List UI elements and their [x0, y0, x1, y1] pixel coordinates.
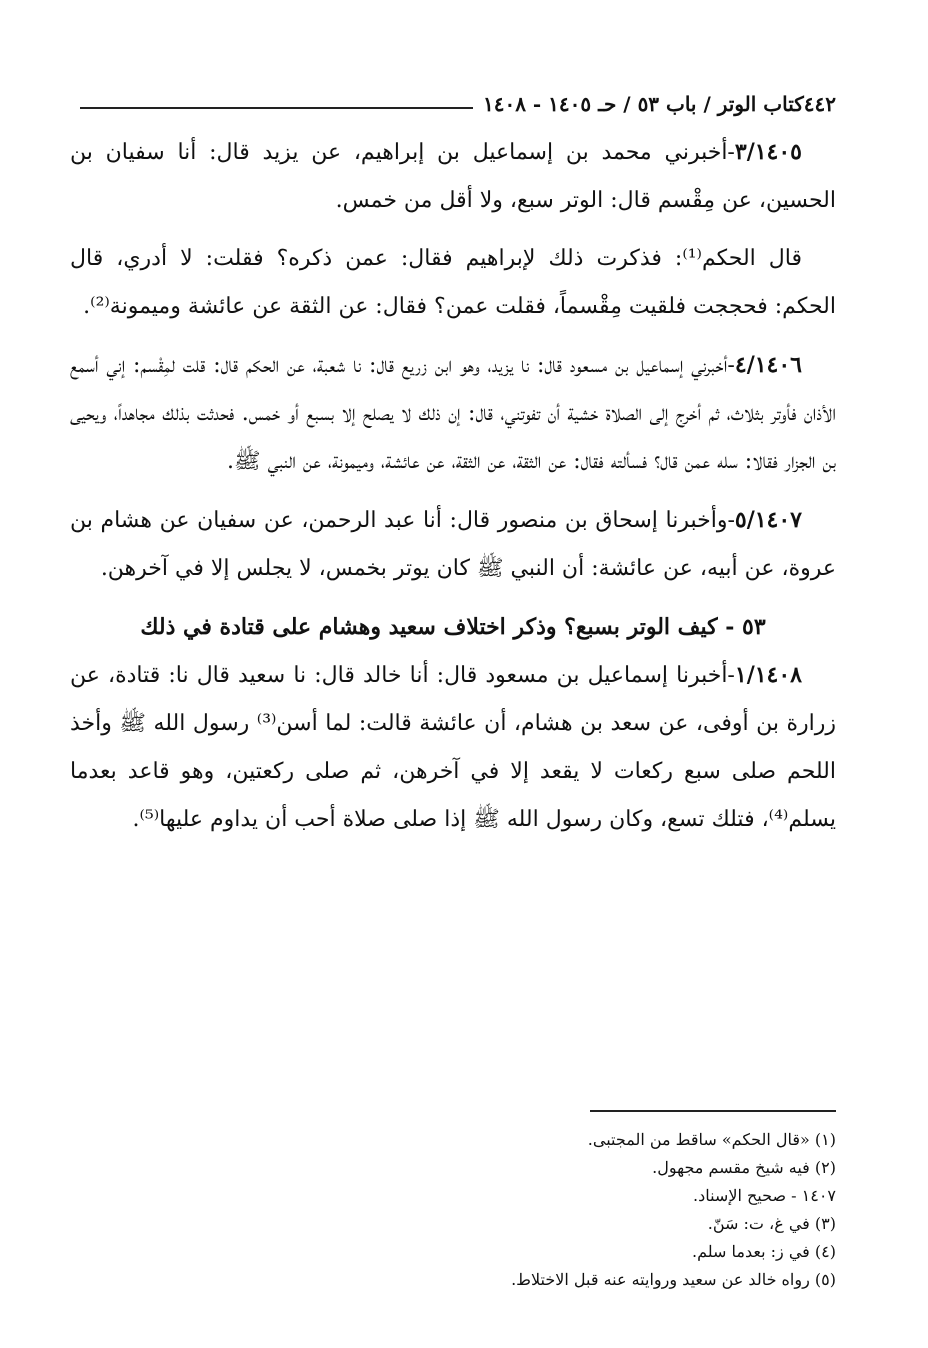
main-text [70, 128, 836, 844]
section-heading: ٥٣ - كيف الوتر بسبع؟ وذكر اختلاف سعيد وهشام على قتادة في ذلك [140, 614, 766, 640]
page-number: ٤٤٢ [803, 92, 836, 116]
hadith-number: ٣/١٤٠٥ [734, 139, 802, 165]
footnote: (٣) في غ، ت: سَنّ. [707, 1214, 836, 1233]
commentary-paragraph [70, 235, 836, 331]
hadith-1405 [70, 128, 836, 225]
hadith-1408 [70, 651, 836, 844]
running-title: كتاب الوتر / باب ٥٣ / حـ ١٤٠٥ - ١٤٠٨ [482, 92, 804, 116]
page-header [70, 86, 836, 122]
footnote-separator [590, 1110, 836, 1112]
footnote: (٤) في ز: بعدما سلم. [692, 1242, 836, 1261]
header-rule [80, 107, 473, 109]
hadith-text: -أخبرنا إسماعيل بن مسعود قال: أنا خالد قال: نا سعيد قال نا: قتادة، عن زرارة بن أوفى، عن سعد بن هشام، أن عائشة قالت: لما أسن⁽³⁾ رسول الله ﷺ وأخذ اللحم صلى سبع ركعات لا يقعد إلا في آخرهن، ثم صلى ركعتين، وهو قاعد بعدما يسلم⁽⁴⁾، فتلك تسع، وكان رسول الله ﷺ إذا صلى صلاة أحب أن يداوم عليها⁽⁵⁾. [70, 663, 837, 832]
footnote: (١) «قال الحكم» ساقط من المجتبى. [587, 1130, 836, 1149]
hadith-number: ١/١٤٠٨ [734, 662, 802, 688]
hadith-1407 [70, 496, 836, 593]
hadith-1406 [70, 341, 836, 486]
footnote: ١٤٠٧ - صحيح الإسناد. [693, 1186, 836, 1205]
footnote: (٢) فيه شيخ مقسم مجهول. [652, 1158, 836, 1177]
footnotes [300, 1126, 836, 1294]
hadith-text: -أخبرني محمد بن إسماعيل بن إبراهيم، عن يزيد قال: أنا سفيان بن الحسين، عن مِقْسم قال: الوتر سبع، ولا أقل من خمس. [70, 140, 836, 213]
hadith-text: -وأخبرنا إسحاق بن منصور قال: أنا عبد الرحمن، عن سفيان عن هشام بن عروة، عن أبيه، عن عائشة: أن النبي ﷺ كان يوتر بخمس، لا يجلس إلا في آخرهن. [70, 508, 836, 581]
commentary-text: قال الحكم⁽¹⁾: فذكرت ذلك لإبراهيم فقال: عمن ذكره؟ فقلت: لا أدري، قال الحكم: فحججت فلقيت مِقْسماً، فقلت عمن؟ فقال: عن الثقة عن عائشة وميمونة⁽²⁾. [70, 246, 836, 319]
footnote: (٥) رواه خالد عن سعيد وروايته عنه قبل الاختلاط. [511, 1270, 836, 1289]
hadith-number: ٥/١٤٠٧ [734, 507, 802, 533]
hadith-text: -أخبرني إسماعيل بن مسعود قال: نا يزيد، وهو ابن زريع قال: نا شعبة، عن الحكم قال: قلت لمِقْسم: إني أسمع الأذان فأوتر بثلاث، ثم أخرج إلى الصلاة خشية أن تفوتني، قال: إن ذلك لا يصلح إلا بسبع أو خمس. فحدثت بذلك مجاهداً، ويحيى بن الجزار فقالا: سله عمن قال؟ فسألته فقال: عن الثقة، عن الثقة، عن عائشة، وميمونة، عن النبي ﷺ. [70, 353, 836, 474]
hadith-number: ٤/١٤٠٦ [734, 352, 802, 378]
